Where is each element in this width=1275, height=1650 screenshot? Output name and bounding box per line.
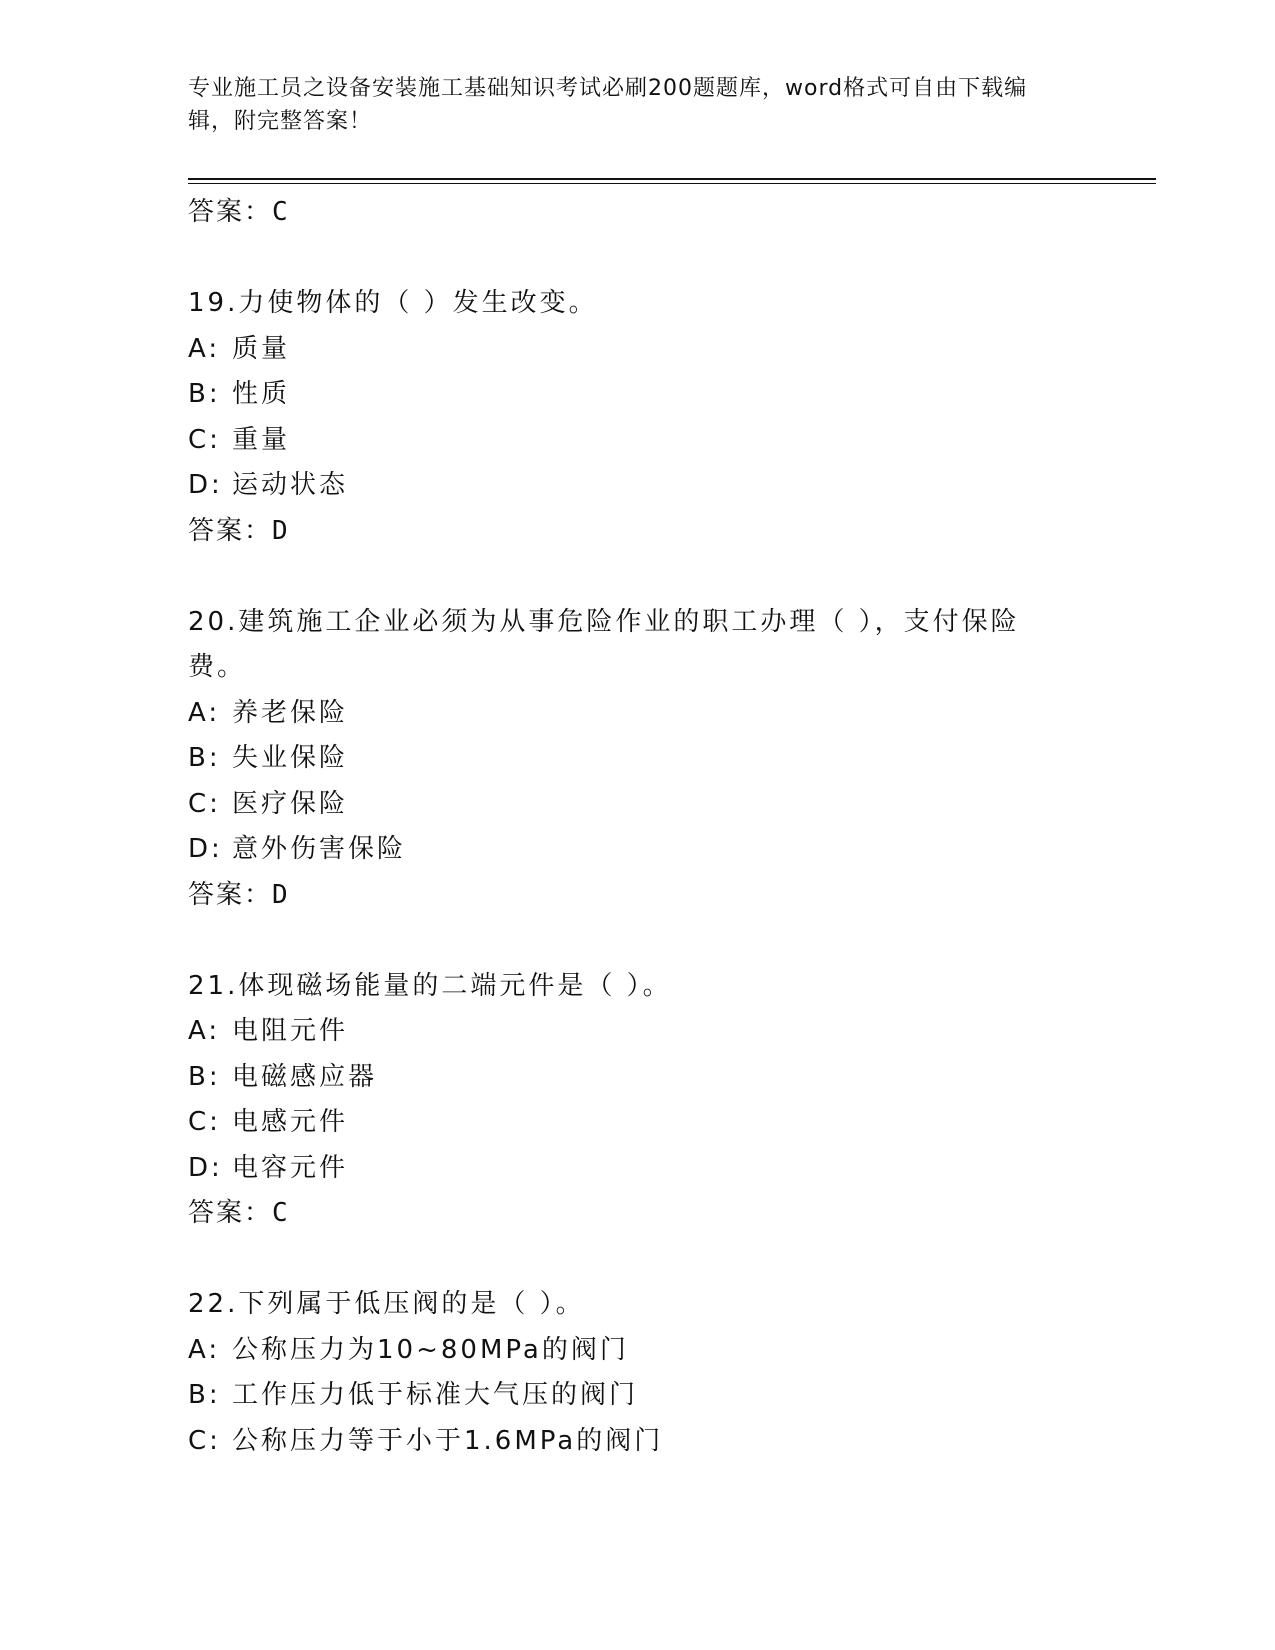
answer-line	[188, 1191, 1148, 1237]
answer-label: 答案：	[188, 197, 273, 227]
option-text: 工作压力低于标准大气压的阀门	[232, 1380, 639, 1410]
option-letter: A:	[188, 1016, 221, 1046]
header-rule-thin	[188, 183, 1156, 184]
option-letter: D:	[188, 470, 223, 500]
question-content	[188, 190, 1148, 1464]
option-letter: B:	[188, 1380, 221, 1410]
option-letter: A:	[188, 1334, 221, 1365]
answer-line	[188, 873, 1148, 919]
option-letter: D:	[188, 834, 223, 864]
answer-value: C	[272, 1198, 290, 1228]
header-rule-thick	[188, 178, 1156, 180]
question-block-22	[188, 1282, 1148, 1464]
option-c	[188, 1100, 1148, 1146]
question-block-20	[188, 600, 1148, 919]
option-text: 意外伤害保险	[232, 834, 407, 864]
spacer	[188, 236, 1148, 282]
option-a	[188, 327, 1148, 373]
header-text: 专业施工员之设备安装施工基础知识考试必刷200题题库，word格式可自由下载编辑，附完整答案！	[188, 76, 1028, 134]
option-text: 失业保险	[232, 743, 349, 773]
option-letter: C:	[188, 788, 221, 819]
option-b	[188, 372, 1148, 418]
option-text: 养老保险	[232, 697, 349, 728]
option-b	[188, 1055, 1148, 1101]
question-block-19	[188, 281, 1148, 554]
question-stem: 22.下列属于低压阀的是（ ）。	[188, 1289, 585, 1319]
option-a	[188, 1328, 1148, 1374]
option-d	[188, 827, 1148, 873]
spacer	[188, 1237, 1148, 1283]
option-letter: D:	[188, 1152, 223, 1183]
answer-value: C	[272, 197, 290, 227]
answer-line	[188, 509, 1148, 555]
answer-label: 答案：	[188, 1198, 273, 1228]
option-letter: B:	[188, 743, 221, 773]
answer-label: 答案：	[188, 515, 273, 546]
option-letter: C:	[188, 424, 221, 455]
option-b	[188, 1373, 1148, 1419]
option-c	[188, 418, 1148, 464]
option-text: 重量	[232, 424, 291, 455]
option-text: 医疗保险	[232, 788, 349, 819]
answer-value: D	[272, 515, 290, 546]
option-d	[188, 1146, 1148, 1192]
option-b	[188, 736, 1148, 782]
document-header	[188, 72, 1068, 138]
question-stem: 21.体现磁场能量的二端元件是（ ）。	[188, 970, 672, 1001]
option-text: 质量	[232, 333, 291, 364]
option-text: 公称压力等于小于1.6MPa的阀门	[232, 1425, 664, 1456]
option-letter: A:	[188, 697, 221, 728]
option-a	[188, 1009, 1148, 1055]
answer-value: D	[272, 879, 290, 910]
option-c	[188, 782, 1148, 828]
option-text: 电感元件	[232, 1107, 349, 1137]
option-letter: B:	[188, 379, 221, 409]
option-text: 电阻元件	[232, 1016, 349, 1046]
option-letter: A:	[188, 333, 221, 364]
answer-line-18	[188, 190, 1148, 236]
option-a	[188, 691, 1148, 737]
spacer	[188, 554, 1148, 600]
spacer	[188, 918, 1148, 964]
option-text: 运动状态	[232, 470, 349, 500]
option-d	[188, 463, 1148, 509]
question-stem: 20.建筑施工企业必须为从事危险作业的职工办理（ ），支付保险费。	[188, 606, 1020, 682]
option-text: 电磁感应器	[232, 1061, 378, 1092]
option-letter: C:	[188, 1425, 221, 1456]
option-text: 性质	[232, 379, 291, 409]
option-letter: B:	[188, 1061, 221, 1092]
option-letter: C:	[188, 1107, 221, 1137]
option-text: 电容元件	[232, 1152, 349, 1183]
answer-label: 答案：	[188, 879, 273, 910]
option-text: 公称压力为10~80MPa的阀门	[232, 1334, 629, 1365]
question-stem: 19.力使物体的（ ）发生改变。	[188, 288, 598, 318]
option-c	[188, 1419, 1148, 1465]
question-block-21	[188, 964, 1148, 1237]
